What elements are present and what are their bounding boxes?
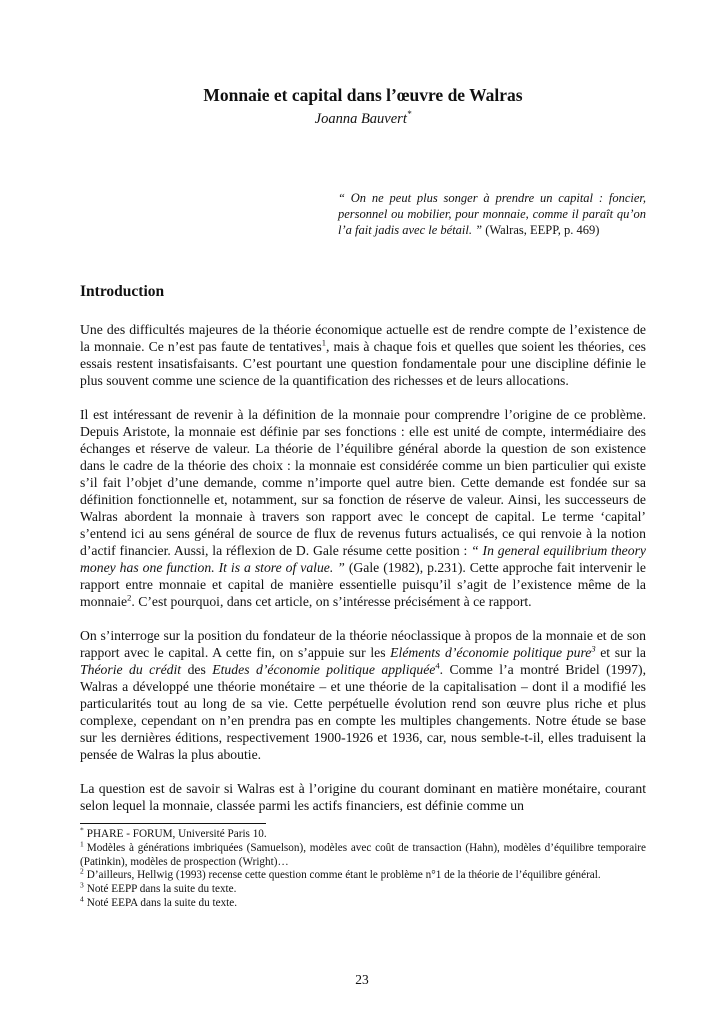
footnote-text: PHARE - FORUM, Université Paris 10. [86, 828, 267, 840]
footnote-4 [80, 894, 646, 911]
paper-title: Monnaie et capital dans l’œuvre de Walras [203, 85, 523, 105]
footnote-marker: 4 [80, 894, 84, 904]
paragraph-3: On s’interroge sur la position du fondateur de la théorie néoclassique à propos de la monnaie et de son rapport avec le capital. A cette fin, on s’appuie sur les Eléments d’économie politique pure$^3$ et sur la Théorie du crédit des Etudes d’économie politique appliquée$^4$. Comme l’a montré Bridel (1997), Walras a développé une théorie monétaire – et une théorie de la capitalisation – dont il a modifié les particularités tout au long de sa vie. Cette perpétuelle évolution rend son œuvre plus riche et plus complexe, cependant on n’en prendra pas en compte les multiples changements. Notre étude se base sur les dernières éditions, respectivement 1900-1926 et 1936, car, nous semble-t-il, elles traduisent la pensée de Walras la plus aboutie. [80, 628, 646, 762]
paragraph-1: Une des difficultés majeures de la théorie économique actuelle est de rendre compte de l’existence de la monnaie. Ce n’est pas faute de tentatives$^1$, mais à chaque fois et quelles que soient les théories, ces essais restent insatisfaisants. C’est pourtant une question fondamentale pour une discipline définie le plus souvent comme une science de la quantification des richesses et de leurs allocations. [80, 322, 646, 388]
footnote-star [80, 825, 646, 842]
footnote-marker: 1 [80, 839, 84, 849]
footnote-text: Noté EEPA dans la suite du texte. [86, 896, 238, 909]
paragraph-4: La question est de savoir si Walras est à l’origine du courant dominant en matière monétaire, courant selon lequel la monnaie, classée parmi les actifs financiers, est définie comme un [80, 781, 646, 813]
footnote-text: Modèles à générations imbriquées (Samuelson), modèles avec coût de transaction (Hahn), modèles d’équilibre temporaire (Patinkin), modèles de prospection (Wright)… [80, 841, 646, 868]
page-number: 23 [355, 972, 369, 987]
author-line [80, 110, 646, 128]
page-content [80, 0, 646, 911]
footnote-text: Noté EEPP dans la suite du texte. [86, 883, 237, 896]
epigraph-attribution: (Walras, EEPP, p. 469) [482, 223, 600, 237]
paragraph-2: Il est intéressant de revenir à la définition de la monnaie pour comprendre l’origine de ce problème. Depuis Aristote, la monnaie est définie par ses fonctions : elle est unité de compte, intermédiaire des échanges et réserve de valeur. La théorie de l’équilibre général aborde la question de son existence dans le cadre de la théorie des choix : la monnaie est considérée comme un bien particulier qui existe s’il fait l’objet d’une demande, comme n’importe quel autre bien. Cette demande est fondée sur sa définition fonctionnelle et, notamment, sur sa fonction de réserve de valeur. Ainsi, les successeurs de Walras abordent la monnaie à travers son rapport avec le concept de capital. Le terme ‘capital’ s’entend ici au sens général de source de flux de revenus futurs actualisés, ce qui renvoie à la notion d’actif financier. Aussi, la réflexion de D. Gale résume cette position : “ In general equilibrium theory money has one function. It is a store of value. ” (Gale (1982), p.231). Cette approche fait intervenir le rapport entre monnaie et capital de manière essentielle puisqu’il s’agit de l’existence même de la monnaie$^2$. C’est pourquoi, dans cet article, on s’intéresse précisément à ce rapport. [80, 407, 647, 609]
footnote-text: D’ailleurs, Hellwig (1993) recense cette question comme étant le problème n°1 de la théorie de l’équilibre général. [86, 869, 601, 882]
author-name: Joanna Bauvert [314, 111, 407, 127]
footnote-separator [80, 823, 266, 824]
epigraph-quote: “ On ne peut plus songer à prendre un capital : foncier, personnel ou mobilier, pour monnaie, comme il paraît qu’on l’a fait jadis avec le bétail. ” [338, 191, 646, 237]
footnote-marker: 2 [80, 866, 84, 876]
footnote-marker: 3 [80, 880, 84, 890]
footnote-3 [80, 880, 646, 897]
author-footnote-marker: * [406, 109, 412, 120]
footnotes [80, 825, 646, 911]
footnote-1 [80, 839, 646, 870]
section-heading-introduction: Introduction [80, 283, 165, 300]
footnote-marker: * [80, 825, 84, 835]
epigraph [338, 190, 646, 238]
footnote-2 [80, 866, 646, 883]
